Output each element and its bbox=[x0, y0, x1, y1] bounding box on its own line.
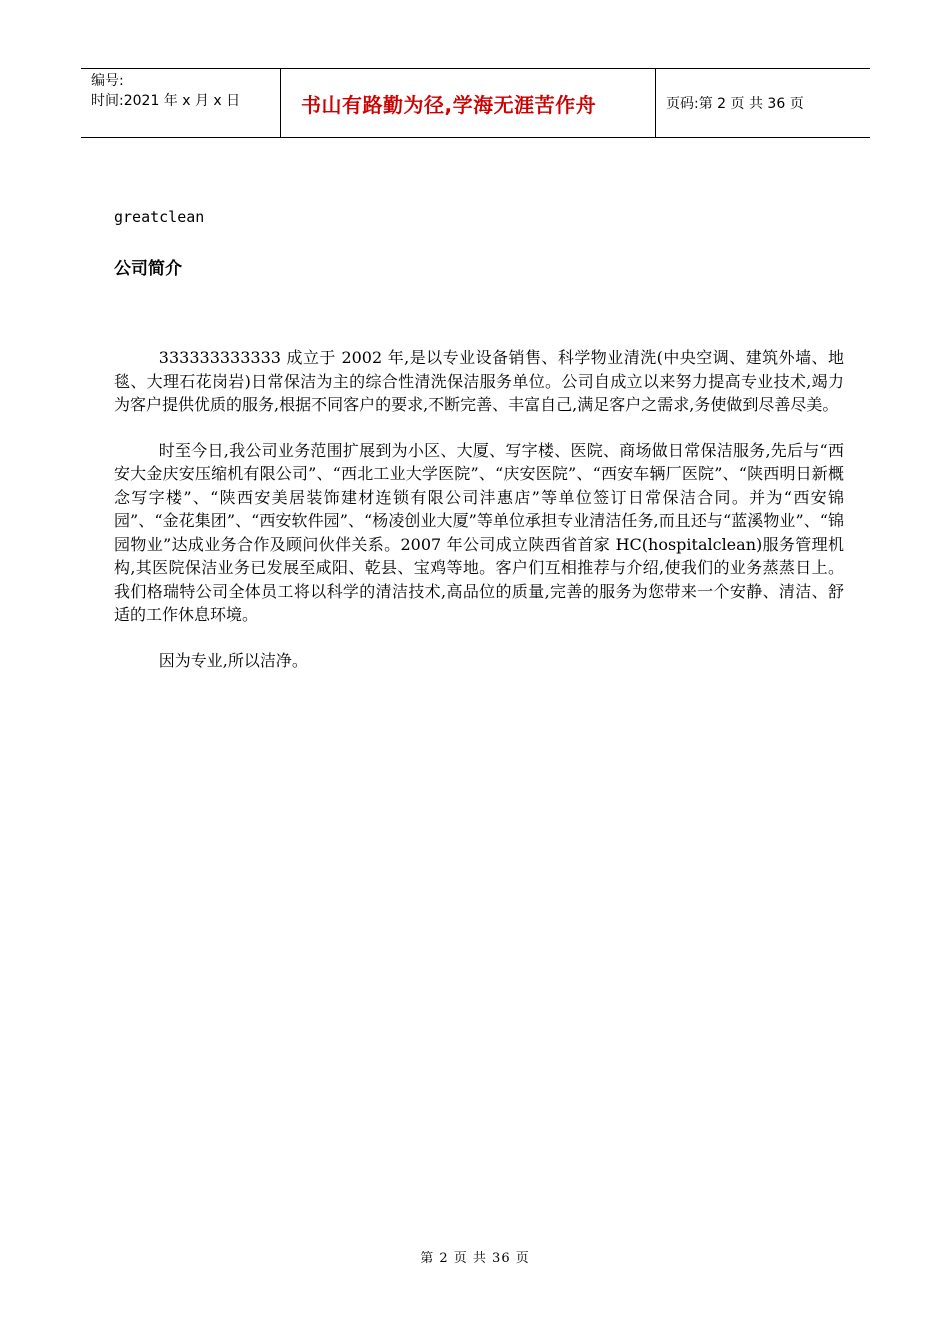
header-meta bbox=[81, 69, 281, 137]
header-page-info: 页码:第 2 页 共 36 页 bbox=[666, 96, 804, 112]
body-text bbox=[114, 346, 844, 694]
paragraph-slogan: 因为专业,所以洁净。 bbox=[158, 650, 308, 670]
doc-number-label: 编号: bbox=[91, 73, 124, 89]
page-footer: 第 2 页 共 36 页 bbox=[420, 1251, 530, 1266]
ascii-title: greatclean bbox=[114, 208, 205, 226]
header-motto: 书山有路勤为径,学海无涯苦作舟 bbox=[281, 69, 656, 137]
page-header bbox=[81, 68, 870, 138]
section-title: 公司简介 bbox=[114, 259, 182, 279]
doc-date: 时间:2021 年 x 月 x 日 bbox=[91, 93, 241, 109]
paragraph-business: 时至今日,我公司业务范围扩展到为小区、大厦、写字楼、医院、商场做日常保洁服务,先后与“西安大金庆安压缩机有限公司”、“西北工业大学医院”、“庆安医院”、“西安车辆厂医院”、“陕西明日新概念写字楼”、“陕西安美居装饰建材连锁有限公司沣惠店”等单位签订日常保洁合同。并为“西安锦园”、“金花集团”、“西安软件园”、“杨凌创业大厦”等单位承担专业清洁任务,而且还与“蓝溪物业”、“锦园物业”达成业务合作及顾问伙伴关系。2007 年公司成立陕西省首家 HC(hospitalclean)服务管理机构,其医院保洁业务已发展至咸阳、乾县、宝鸡等地。客户们互相推荐与介绍,使我们的业务蒸蒸日上。我们格瑞特公司全体员工将以科学的清洁技术,高品位的质量,完善的服务为您带来一个安静、清洁、舒适的工作休息环境。 bbox=[114, 440, 844, 624]
paragraph-intro: 333333333333 成立于 2002 年,是以专业设备销售、科学物业清洗(中央空调、建筑外墙、地毯、大理石花岗岩)日常保洁为主的综合性清洗保洁服务单位。公司自成立以来努力提高专业技术,竭力为客户提供优质的服务,根据不同客户的要求,不断完善、丰富自己,满足客户之需求,务使做到尽善尽美。 bbox=[114, 348, 844, 414]
